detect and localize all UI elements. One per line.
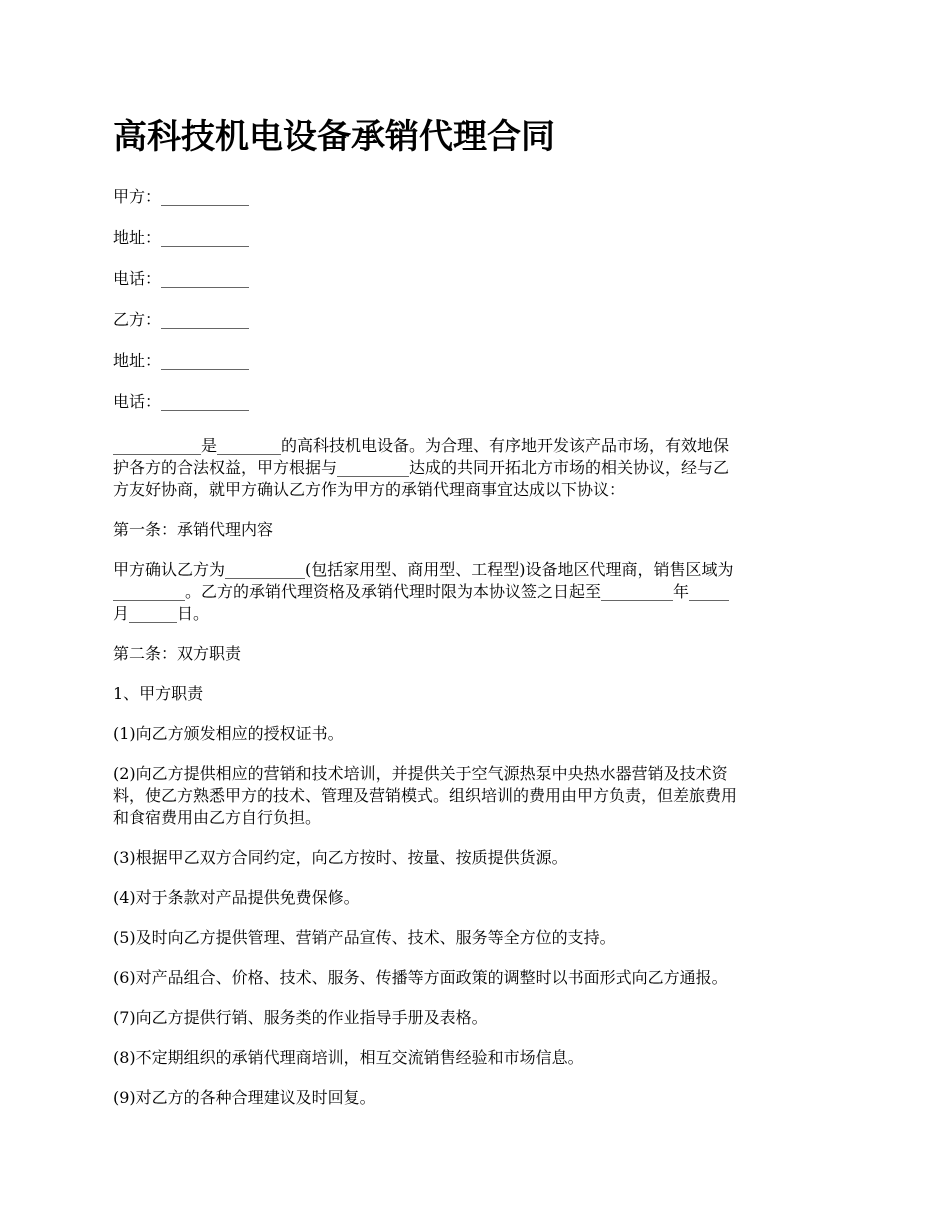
party-b-phone-field: 电话：___________ (113, 392, 250, 411)
duty-item-2-line: (2)向乙方提供相应的营销和技术培训，并提供关于空气源热泵中央热水器营销及技术资 (113, 764, 728, 783)
intro-line: 护各方的合法权益，甲方根据与_________达成的共同开拓北方市场的相关协议，经与乙 (113, 458, 730, 477)
section-1-heading: 1、甲方职责 (113, 684, 204, 703)
party-a-phone-field: 电话：___________ (113, 269, 250, 288)
duty-item-1: (1)向乙方颁发相应的授权证书。 (113, 724, 344, 743)
article-1-line: 甲方确认乙方为__________(包括家用型、商用型、工程型)设备地区代理商，销售区域为 (113, 560, 734, 579)
party-b-field: 乙方：___________ (113, 310, 250, 329)
duty-item-4: (4)对于条款对产品提供免费保修。 (113, 888, 360, 907)
article-1-line: _________。乙方的承销代理资格及承销代理时限为本协议签之日起至_________年_____ (113, 582, 730, 601)
duty-item-8: (8)不定期组织的承销代理商培训，相互交流销售经验和市场信息。 (113, 1048, 584, 1067)
party-a-field: 甲方：___________ (113, 187, 250, 206)
article-1-line: 月______日。 (113, 604, 210, 623)
article-1-heading: 第一条：承销代理内容 (113, 520, 274, 539)
duty-item-6: (6)对产品组合、价格、技术、服务、传播等方面政策的调整时以书面形式向乙方通报。 (113, 968, 728, 987)
intro-line: 方友好协商，就甲方确认乙方作为甲方的承销代理商事宜达成以下协议： (113, 480, 626, 499)
intro-line: ___________是________的高科技机电设备。为合理、有序地开发该产品市场，有效地保 (113, 436, 730, 455)
duty-item-9: (9)对乙方的各种合理建议及时回复。 (113, 1088, 376, 1107)
document-page (113, 110, 843, 1127)
article-2-heading: 第二条：双方职责 (113, 644, 242, 663)
article-1-paragraph (113, 559, 843, 625)
duty-item-2 (113, 763, 843, 829)
duty-item-5: (5)及时向乙方提供管理、营销产品宣传、技术、服务等全方位的支持。 (113, 928, 616, 947)
duty-item-3: (3)根据甲乙双方合同约定，向乙方按时、按量、按质提供货源。 (113, 848, 568, 867)
duty-item-2-line: 料，使乙方熟悉甲方的技术、管理及营销模式。组织培训的费用由甲方负责，但差旅费用 (113, 786, 738, 805)
party-a-address-field: 地址：___________ (113, 228, 250, 247)
intro-paragraph (113, 435, 843, 501)
duty-item-7: (7)向乙方提供行销、服务类的作业指导手册及表格。 (113, 1008, 488, 1027)
duty-item-2-line: 和食宿费用由乙方自行负担。 (113, 808, 322, 827)
document-title: 高科技机电设备承销代理合同 (113, 117, 555, 157)
party-b-address-field: 地址：___________ (113, 351, 250, 370)
